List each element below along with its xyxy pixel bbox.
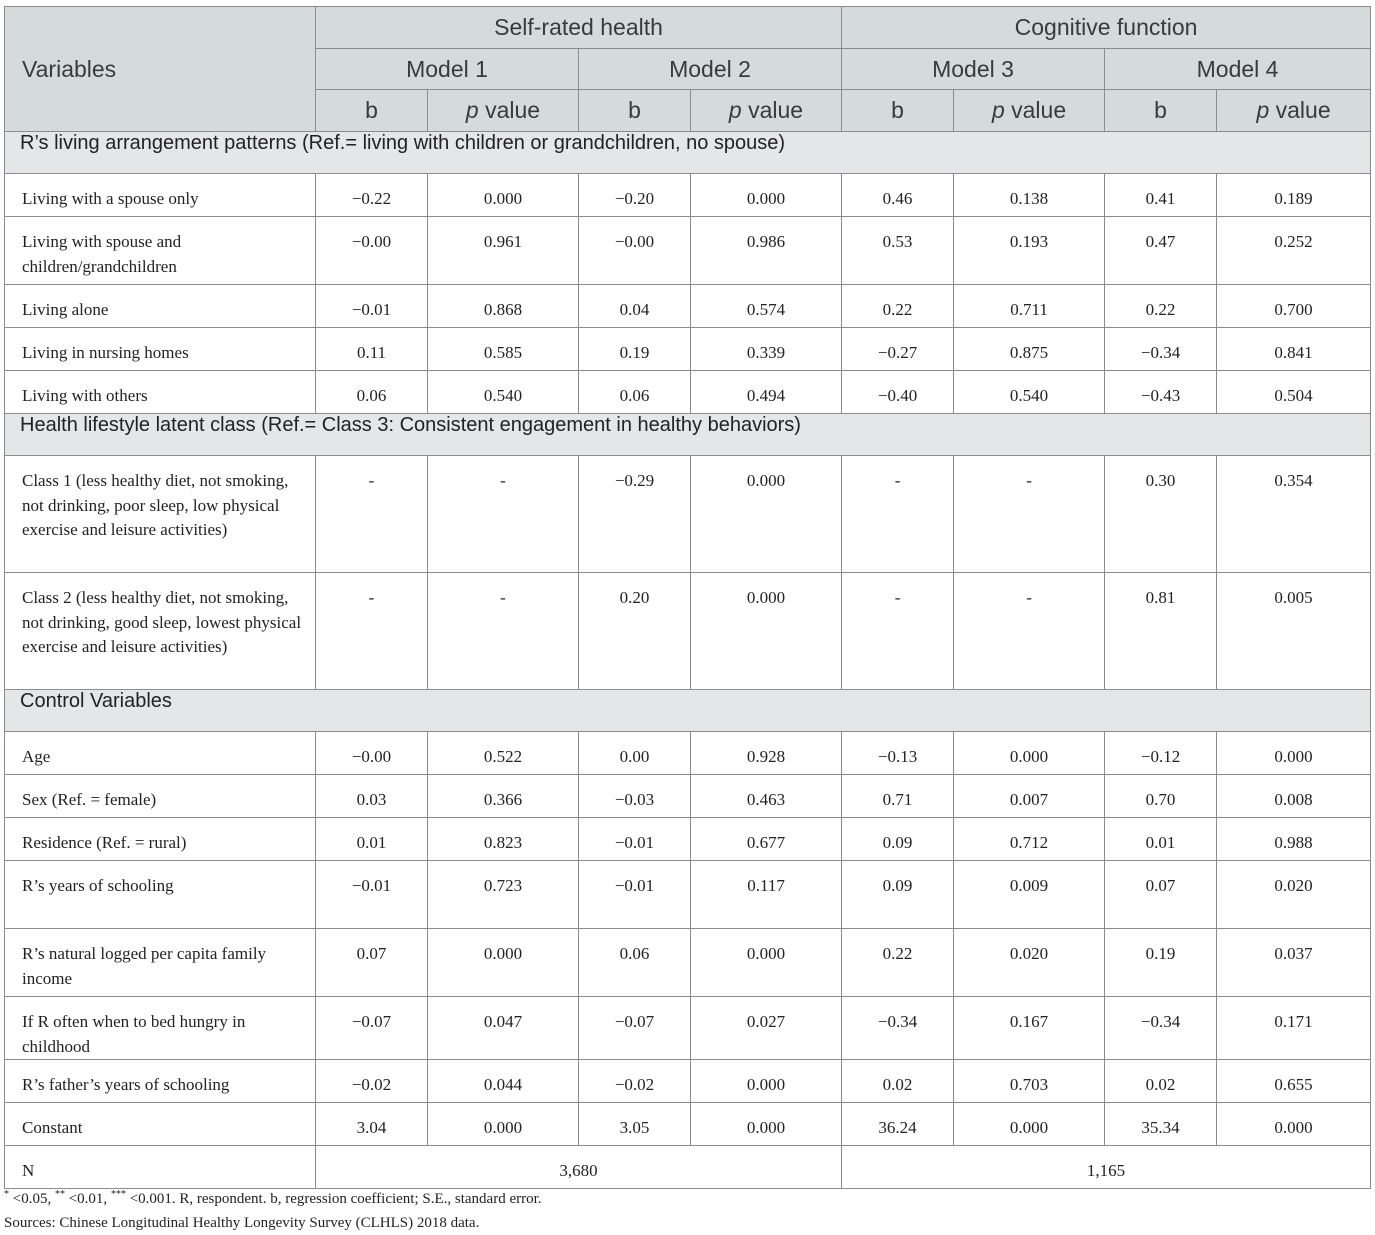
p-value-cell: 0.841 <box>1217 328 1371 371</box>
p-value-cell: 0.504 <box>1217 371 1371 414</box>
table-row <box>5 997 1371 1060</box>
p-value-cell: 0.000 <box>691 573 842 690</box>
p-value-cell: 0.494 <box>691 371 842 414</box>
section-header-row <box>5 132 1371 174</box>
row-label: Class 2 (less healthy diet, not smoking, not drinking, good sleep, lowest physical exercise and leisure activities) <box>5 573 316 690</box>
model-4-header: Model 4 <box>1105 49 1371 90</box>
b-cell: −0.02 <box>579 1060 691 1103</box>
b-cell: - <box>842 573 954 690</box>
p-value-cell: 0.020 <box>1217 861 1371 929</box>
p-value-cell: 0.712 <box>954 818 1105 861</box>
table-row <box>5 328 1371 371</box>
p-value-cell: 0.961 <box>428 217 579 285</box>
p-value-cell: 0.027 <box>691 997 842 1060</box>
p-value-cell: 0.354 <box>1217 456 1371 573</box>
p-value-cell: 0.868 <box>428 285 579 328</box>
b-cell: −0.02 <box>316 1060 428 1103</box>
p-value-cell: 0.574 <box>691 285 842 328</box>
p-value-cell: 0.366 <box>428 775 579 818</box>
significance-note: * <0.05, ** <0.01, *** <0.001. R, respondent. b, regression coefficient; S.E., standard error. <box>4 1189 542 1207</box>
b-cell: 0.53 <box>842 217 954 285</box>
p-value-cell: 0.117 <box>691 861 842 929</box>
section-header-row <box>5 414 1371 456</box>
self-rated-health-header: Self-rated health <box>316 7 842 49</box>
table-row <box>5 1060 1371 1103</box>
b-cell: 0.41 <box>1105 174 1217 217</box>
p-value-column-header: p value <box>954 90 1105 132</box>
b-cell: 0.22 <box>1105 285 1217 328</box>
p-value-cell: 0.167 <box>954 997 1105 1060</box>
b-cell: −0.01 <box>579 861 691 929</box>
b-column-header: b <box>579 90 691 132</box>
cognitive-function-n: 1,165 <box>842 1146 1371 1189</box>
p-value-cell: 0.000 <box>691 456 842 573</box>
p-value-cell: - <box>954 456 1105 573</box>
b-cell: 0.46 <box>842 174 954 217</box>
b-cell: −0.34 <box>1105 997 1217 1060</box>
p-value-cell: 0.009 <box>954 861 1105 929</box>
table-footnote <box>4 1183 542 1235</box>
b-cell: −0.27 <box>842 328 954 371</box>
p-value-cell: 0.005 <box>1217 573 1371 690</box>
row-label: Living with a spouse only <box>5 174 316 217</box>
p-value-cell: 0.171 <box>1217 997 1371 1060</box>
regression-table-container <box>4 6 1370 1189</box>
b-cell: - <box>842 456 954 573</box>
p-value-cell: 0.339 <box>691 328 842 371</box>
b-cell: 0.20 <box>579 573 691 690</box>
row-label: Living alone <box>5 285 316 328</box>
p-value-cell: 0.000 <box>691 1060 842 1103</box>
table-body <box>5 132 1371 1189</box>
b-cell: −0.43 <box>1105 371 1217 414</box>
p-value-column-header: p value <box>691 90 842 132</box>
p-value-cell: 0.703 <box>954 1060 1105 1103</box>
table-row <box>5 174 1371 217</box>
section-title: Control Variables <box>5 690 1371 732</box>
b-cell: −0.22 <box>316 174 428 217</box>
p-value-cell: 0.000 <box>691 1103 842 1146</box>
p-value-cell: 0.875 <box>954 328 1105 371</box>
table-row <box>5 371 1371 414</box>
regression-table <box>4 6 1371 1189</box>
model-2-header: Model 2 <box>579 49 842 90</box>
b-cell: −0.29 <box>579 456 691 573</box>
table-row <box>5 217 1371 285</box>
b-cell: 0.09 <box>842 861 954 929</box>
b-cell: 0.06 <box>316 371 428 414</box>
row-label: R’s natural logged per capita family income <box>5 929 316 997</box>
p-value-cell: 0.189 <box>1217 174 1371 217</box>
self-rated-health-n: 3,680 <box>316 1146 842 1189</box>
b-cell: - <box>316 456 428 573</box>
b-cell: −0.20 <box>579 174 691 217</box>
row-label: Living in nursing homes <box>5 328 316 371</box>
b-cell: 0.04 <box>579 285 691 328</box>
b-cell: −0.07 <box>316 997 428 1060</box>
b-cell: 0.02 <box>842 1060 954 1103</box>
p-value-cell: 0.540 <box>428 371 579 414</box>
p-value-cell: 0.044 <box>428 1060 579 1103</box>
p-value-cell: 0.037 <box>1217 929 1371 997</box>
row-label: R’s years of schooling <box>5 861 316 929</box>
p-value-cell: 0.585 <box>428 328 579 371</box>
b-cell: 36.24 <box>842 1103 954 1146</box>
b-cell: −0.01 <box>316 285 428 328</box>
table-row <box>5 861 1371 929</box>
table-row <box>5 456 1371 573</box>
p-value-cell: 0.193 <box>954 217 1105 285</box>
p-value-cell: 0.711 <box>954 285 1105 328</box>
b-cell: 3.05 <box>579 1103 691 1146</box>
table-row <box>5 1103 1371 1146</box>
section-title: Health lifestyle latent class (Ref.= Class 3: Consistent engagement in healthy behaviors) <box>5 414 1371 456</box>
b-cell: 0.81 <box>1105 573 1217 690</box>
p-value-cell: 0.986 <box>691 217 842 285</box>
b-cell: −0.07 <box>579 997 691 1060</box>
b-cell: 0.71 <box>842 775 954 818</box>
p-value-cell: 0.000 <box>954 1103 1105 1146</box>
table-row <box>5 775 1371 818</box>
b-cell: 0.00 <box>579 732 691 775</box>
row-label: N <box>5 1146 316 1189</box>
table-row <box>5 285 1371 328</box>
p-value-cell: 0.655 <box>1217 1060 1371 1103</box>
section-title: R’s living arrangement patterns (Ref.= living with children or grandchildren, no spouse) <box>5 132 1371 174</box>
b-cell: 0.22 <box>842 929 954 997</box>
b-cell: −0.01 <box>579 818 691 861</box>
b-cell: 0.22 <box>842 285 954 328</box>
row-label: Residence (Ref. = rural) <box>5 818 316 861</box>
p-value-cell: 0.008 <box>1217 775 1371 818</box>
b-cell: −0.00 <box>579 217 691 285</box>
b-cell: 0.06 <box>579 929 691 997</box>
row-label: Living with others <box>5 371 316 414</box>
table-row <box>5 573 1371 690</box>
p-value-column-header: p value <box>1217 90 1371 132</box>
sources-note: Sources: Chinese Longitudinal Healthy Longevity Survey (CLHLS) 2018 data. <box>4 1215 480 1231</box>
b-cell: 0.47 <box>1105 217 1217 285</box>
b-cell: −0.13 <box>842 732 954 775</box>
p-value-cell: - <box>428 573 579 690</box>
p-value-cell: 0.723 <box>428 861 579 929</box>
b-cell: 35.34 <box>1105 1103 1217 1146</box>
row-label: Sex (Ref. = female) <box>5 775 316 818</box>
b-cell: −0.40 <box>842 371 954 414</box>
p-value-cell: 0.000 <box>1217 732 1371 775</box>
b-cell: 0.06 <box>579 371 691 414</box>
p-value-cell: 0.000 <box>1217 1103 1371 1146</box>
b-cell: 0.19 <box>579 328 691 371</box>
b-cell: −0.03 <box>579 775 691 818</box>
p-value-cell: 0.823 <box>428 818 579 861</box>
p-value-cell: - <box>428 456 579 573</box>
b-cell: 0.01 <box>1105 818 1217 861</box>
b-cell: 3.04 <box>316 1103 428 1146</box>
row-label: R’s father’s years of schooling <box>5 1060 316 1103</box>
table-header <box>5 7 1371 132</box>
b-cell: −0.12 <box>1105 732 1217 775</box>
p-value-cell: 0.000 <box>428 929 579 997</box>
b-cell: 0.07 <box>1105 861 1217 929</box>
p-value-cell: 0.522 <box>428 732 579 775</box>
b-cell: 0.03 <box>316 775 428 818</box>
p-value-cell: 0.000 <box>691 929 842 997</box>
table-row <box>5 818 1371 861</box>
b-cell: −0.00 <box>316 217 428 285</box>
b-cell: −0.00 <box>316 732 428 775</box>
b-cell: 0.09 <box>842 818 954 861</box>
p-value-cell: 0.138 <box>954 174 1105 217</box>
b-column-header: b <box>842 90 954 132</box>
p-value-cell: 0.000 <box>691 174 842 217</box>
b-cell: −0.34 <box>1105 328 1217 371</box>
table-row <box>5 732 1371 775</box>
b-cell: - <box>316 573 428 690</box>
b-cell: 0.02 <box>1105 1060 1217 1103</box>
p-value-cell: 0.677 <box>691 818 842 861</box>
row-label: If R often when to bed hungry in childhood <box>5 997 316 1060</box>
section-header-row <box>5 690 1371 732</box>
b-cell: 0.07 <box>316 929 428 997</box>
b-cell: 0.70 <box>1105 775 1217 818</box>
p-value-cell: 0.020 <box>954 929 1105 997</box>
p-value-cell: 0.047 <box>428 997 579 1060</box>
b-column-header: b <box>316 90 428 132</box>
b-column-header: b <box>1105 90 1217 132</box>
p-value-cell: 0.000 <box>428 174 579 217</box>
p-value-cell: 0.928 <box>691 732 842 775</box>
table-row <box>5 929 1371 997</box>
p-value-cell: 0.540 <box>954 371 1105 414</box>
row-label: Age <box>5 732 316 775</box>
p-value-column-header: p value <box>428 90 579 132</box>
p-value-cell: 0.463 <box>691 775 842 818</box>
b-cell: −0.34 <box>842 997 954 1060</box>
model-1-header: Model 1 <box>316 49 579 90</box>
row-label: Class 1 (less healthy diet, not smoking, not drinking, poor sleep, low physical exercise and leisure activities) <box>5 456 316 573</box>
b-cell: 0.30 <box>1105 456 1217 573</box>
p-value-cell: 0.700 <box>1217 285 1371 328</box>
p-value-cell: - <box>954 573 1105 690</box>
model-3-header: Model 3 <box>842 49 1105 90</box>
b-cell: 0.19 <box>1105 929 1217 997</box>
p-value-cell: 0.000 <box>428 1103 579 1146</box>
p-value-cell: 0.000 <box>954 732 1105 775</box>
b-cell: 0.11 <box>316 328 428 371</box>
row-label: Living with spouse and children/grandchildren <box>5 217 316 285</box>
row-label: Constant <box>5 1103 316 1146</box>
b-cell: 0.01 <box>316 818 428 861</box>
p-value-cell: 0.988 <box>1217 818 1371 861</box>
p-value-cell: 0.007 <box>954 775 1105 818</box>
b-cell: −0.01 <box>316 861 428 929</box>
cognitive-function-header: Cognitive function <box>842 7 1371 49</box>
variables-header: Variables <box>5 7 316 132</box>
p-value-cell: 0.252 <box>1217 217 1371 285</box>
